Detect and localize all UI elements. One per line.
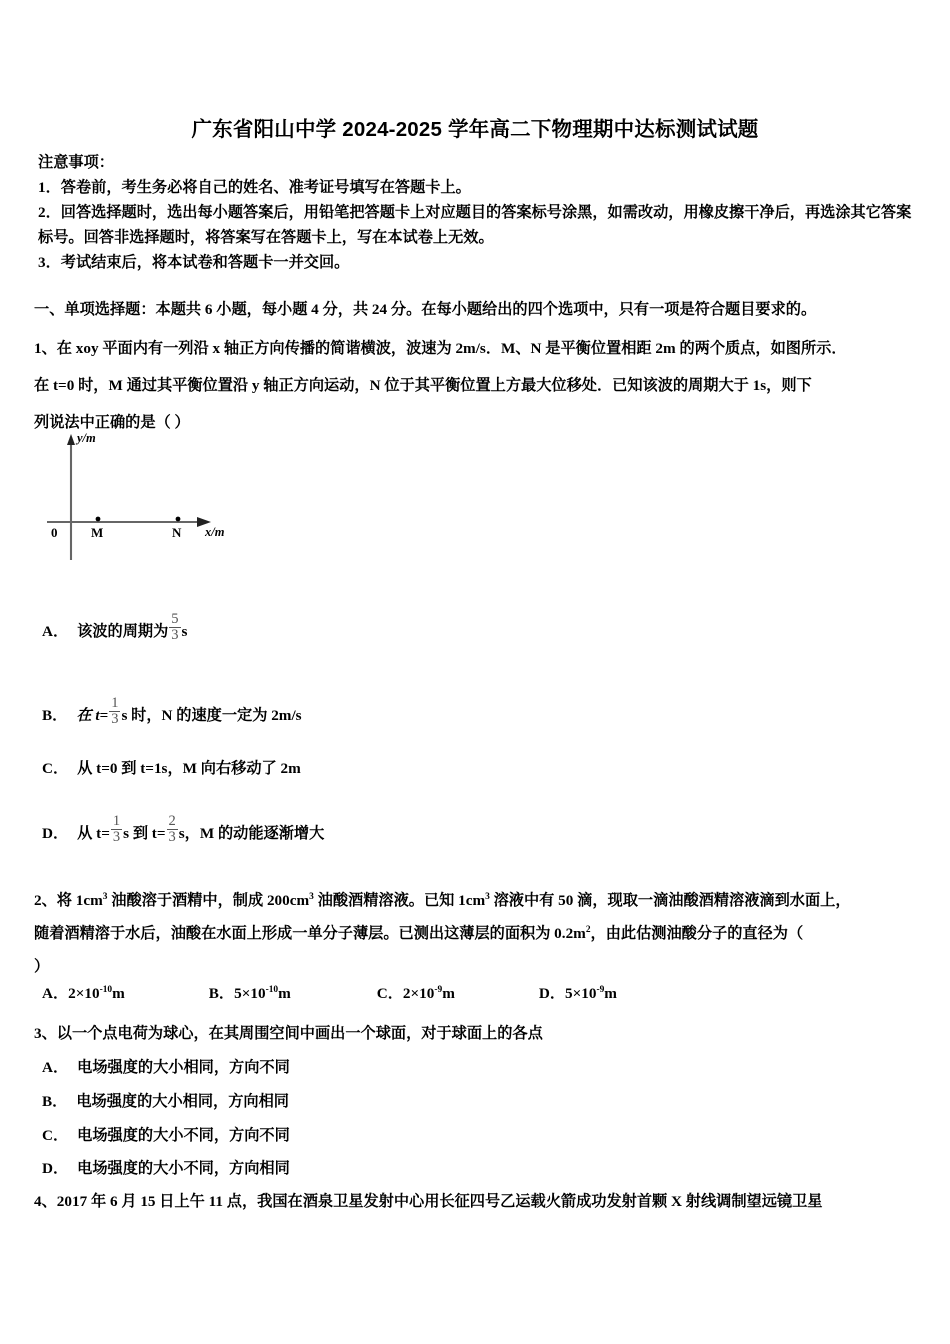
option-d-coefficient: 5×10 <box>565 985 597 1002</box>
option-b-letter: B． <box>42 706 68 724</box>
point-m-label: M <box>91 525 104 540</box>
question-1-stem <box>34 330 924 441</box>
point-n-label: N <box>172 525 182 540</box>
superscript-cubic: 3 <box>309 891 314 902</box>
fraction-five-thirds <box>169 612 180 643</box>
option-d-unit: m <box>604 985 617 1002</box>
question-2-option-b[interactable] <box>209 982 291 1003</box>
question-2-options <box>42 982 922 1003</box>
q2-line2-b: ，由此估测油酸分子的直径为（ <box>590 925 804 942</box>
option-b-text: 电场强度的大小相同，方向相同 <box>76 1093 289 1110</box>
option-d-exponent: -9 <box>596 984 605 995</box>
option-c-letter: C． <box>42 1127 69 1144</box>
notice-item-2: 2．回答选择题时，选出每小题答案后，用铅笔把答题卡上对应题目的答案标号涂黑，如需改动，用橡皮擦干净后，再选涂其它答案标号。回答非选择题时，将答案写在答题卡上，写在本试卷上无效。 <box>38 204 912 246</box>
option-a-text: 电场强度的大小相同，方向不同 <box>77 1059 290 1076</box>
question-2-option-c[interactable] <box>377 982 455 1003</box>
option-d-text-mid: s 到 t= <box>123 824 166 842</box>
question-1-line-1: 1、在 xoy 平面内有一列沿 x 轴正方向传播的简谐横波，波速为 2m/s．M、N 是平衡位置相距 2m 的两个质点，如图所示． <box>34 340 847 357</box>
superscript-cubic: 3 <box>485 891 490 902</box>
question-1-line-2: 在 t=0 时，M 通过其平衡位置沿 y 轴正方向运动，N 位于其平衡位置上方最大位移处．已知该波的周期大于 1s，则下 <box>34 377 812 394</box>
option-c-letter: C． <box>376 985 403 1002</box>
fraction-numerator: 5 <box>171 611 179 627</box>
question-2-option-d[interactable] <box>539 982 617 1003</box>
fraction-denominator: 3 <box>111 711 119 728</box>
axes-diagram <box>45 432 285 562</box>
question-1-line-3: 列说法中正确的是（ ） <box>34 414 190 431</box>
option-d-text-post: s，M 的动能逐渐增大 <box>178 824 325 842</box>
q2-text-a: 2、将 1cm <box>34 892 103 909</box>
fraction-one-third <box>109 696 120 727</box>
fraction-two-thirds <box>167 814 178 845</box>
option-c-letter: C． <box>42 760 69 777</box>
option-a-coefficient: 2×10 <box>68 985 100 1002</box>
q2-text-d: 溶液中有 50 滴，现取一滴油酸酒精溶液滴到水面上， <box>489 892 851 909</box>
question-3-option-c[interactable] <box>42 1124 290 1145</box>
option-c-text: 电场强度的大小不同，方向不同 <box>77 1127 290 1144</box>
option-d-text: 电场强度的大小不同，方向相同 <box>77 1160 290 1177</box>
option-d-text-pre: 从 t= <box>77 824 110 842</box>
question-1-option-c[interactable] <box>42 758 301 780</box>
question-1-option-a[interactable] <box>42 613 187 644</box>
fraction-numerator: 2 <box>168 813 176 829</box>
option-b-coefficient: 5×10 <box>234 985 266 1002</box>
superscript-cubic: 3 <box>102 891 108 902</box>
option-c-exponent: -9 <box>434 984 443 995</box>
option-b-unit: m <box>278 985 291 1002</box>
q2-text-c: 油酸酒精溶液。已知 1cm <box>313 892 486 909</box>
option-a-letter: A． <box>42 985 69 1002</box>
superscript-square: 2 <box>585 924 591 935</box>
section-heading: 一、单项选择题：本题共 6 小题，每小题 4 分，共 24 分。在每小题给出的四个选项中，只有一项是符合题目要求的。 <box>34 301 817 318</box>
question-2-option-a[interactable] <box>42 982 125 1003</box>
q2-line2-a: 随着酒精溶于水后，油酸在水面上形成一单分子薄层。已测出这薄层的面积为 0.2m <box>34 925 586 942</box>
option-b-letter: B． <box>208 985 235 1002</box>
question-2-line-3: ） <box>34 958 50 975</box>
option-a-letter: A． <box>42 1059 69 1076</box>
option-d-letter: D． <box>538 985 566 1002</box>
fraction-denominator: 3 <box>171 627 179 644</box>
option-b-text-post: s 时，N 的速度一定为 2m/s <box>121 706 302 724</box>
option-d-letter: D． <box>42 1160 69 1177</box>
fraction-numerator: 1 <box>112 813 121 829</box>
fraction-one-third <box>111 814 122 845</box>
option-c-text: 从 t=0 到 t=1s，M 向右移动了 2m <box>77 760 301 777</box>
option-a-letter: A． <box>42 622 69 640</box>
question-1-figure <box>45 432 285 562</box>
y-axis-label: y/m <box>77 431 96 445</box>
option-c-coefficient: 2×10 <box>402 985 435 1002</box>
option-a-text-post: s <box>181 622 188 640</box>
question-3-stem: 3、以一个点电荷为球心，在其周围空间中画出一个球面，对于球面上的各点 <box>34 1025 543 1042</box>
option-b-text-pre: 在 t= <box>76 706 109 724</box>
notice-item-1: 1．答卷前，考生务必将自己的姓名、准考证号填写在答题卡上。 <box>38 179 471 196</box>
question-2-line-1 <box>34 884 924 917</box>
question-1-option-d[interactable] <box>42 815 324 846</box>
option-d-letter: D． <box>42 824 69 842</box>
notice-heading: 注意事项： <box>38 154 114 171</box>
question-2-line-2 <box>34 917 924 950</box>
question-2-stem <box>34 884 924 983</box>
page-title: 广东省阳山中学 2024-2025 学年高二下物理期中达标测试试题 <box>191 118 759 141</box>
question-1-option-b[interactable] <box>42 697 302 728</box>
fraction-denominator: 3 <box>112 829 121 846</box>
fraction-denominator: 3 <box>168 829 176 846</box>
q2-text-b: 油酸溶于酒精中，制成 200cm <box>107 892 310 909</box>
option-a-unit: m <box>112 985 125 1002</box>
x-axis-label: x/m <box>205 525 225 539</box>
option-c-unit: m <box>442 985 455 1002</box>
option-b-letter: B． <box>42 1093 68 1110</box>
question-3-option-b[interactable] <box>42 1090 289 1111</box>
question-3-option-a[interactable] <box>42 1056 290 1077</box>
origin-label: 0 <box>51 525 58 540</box>
question-4-stem: 4、2017 年 6 月 15 日上午 11 点，我国在酒泉卫星发射中心用长征四号乙运载火箭成功发射首颗 X 射线调制望远镜卫星 <box>34 1193 823 1210</box>
notice-item-3: 3．考试结束后，将本试卷和答题卡一并交回。 <box>38 254 350 271</box>
question-3-option-d[interactable] <box>42 1157 290 1178</box>
fraction-numerator: 1 <box>111 695 119 711</box>
option-b-exponent: -10 <box>265 984 279 995</box>
notice-block <box>38 150 918 275</box>
option-a-exponent: -10 <box>99 984 113 995</box>
option-a-text-pre: 该波的周期为 <box>77 622 169 640</box>
